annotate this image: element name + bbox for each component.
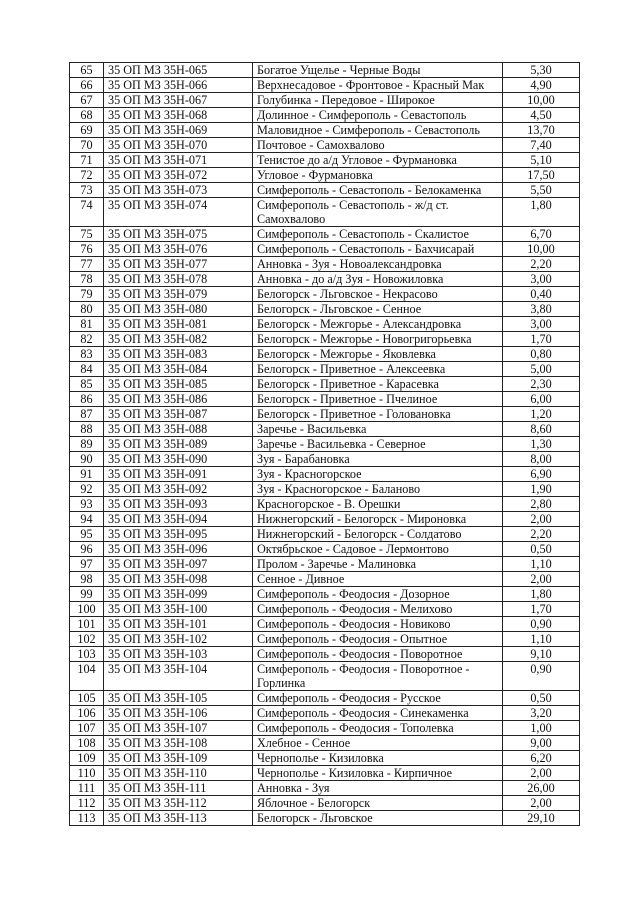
road-code: 35 ОП МЗ 35Н-102 bbox=[104, 632, 253, 647]
road-code: 35 ОП МЗ 35Н-095 bbox=[104, 527, 253, 542]
road-name: Тенистое до а/д Угловое - Фурмановка bbox=[253, 153, 503, 168]
road-name: Симферополь - Феодосия - Русское bbox=[253, 691, 503, 706]
table-row bbox=[70, 257, 580, 272]
row-number: 86 bbox=[70, 392, 104, 407]
road-length: 1,10 bbox=[503, 557, 580, 572]
row-number: 101 bbox=[70, 617, 104, 632]
table-row bbox=[70, 542, 580, 557]
road-name: Чернополье - Кизиловка bbox=[253, 751, 503, 766]
table-row bbox=[70, 751, 580, 766]
row-number: 104 bbox=[70, 662, 104, 691]
table-row bbox=[70, 572, 580, 587]
road-name: Симферополь - Феодосия - Опытное bbox=[253, 632, 503, 647]
road-code: 35 ОП МЗ 35Н-088 bbox=[104, 422, 253, 437]
road-name: Заречье - Васильевка bbox=[253, 422, 503, 437]
road-length: 2,80 bbox=[503, 497, 580, 512]
road-length: 6,90 bbox=[503, 467, 580, 482]
road-name: Симферополь - Севастополь - ж/д ст. Самохвалово bbox=[253, 198, 503, 227]
road-name: Нижнегорский - Белогорск - Солдатово bbox=[253, 527, 503, 542]
road-code: 35 ОП МЗ 35Н-073 bbox=[104, 183, 253, 198]
road-length: 3,00 bbox=[503, 272, 580, 287]
table-row bbox=[70, 242, 580, 257]
road-code: 35 ОП МЗ 35Н-072 bbox=[104, 168, 253, 183]
road-code: 35 ОП МЗ 35Н-087 bbox=[104, 407, 253, 422]
row-number: 69 bbox=[70, 123, 104, 138]
road-name: Голубинка - Передовое - Широкое bbox=[253, 93, 503, 108]
table-body bbox=[70, 63, 580, 826]
row-number: 102 bbox=[70, 632, 104, 647]
road-name: Хлебное - Сенное bbox=[253, 736, 503, 751]
road-code: 35 ОП МЗ 35Н-070 bbox=[104, 138, 253, 153]
road-code: 35 ОП МЗ 35Н-110 bbox=[104, 766, 253, 781]
road-code: 35 ОП МЗ 35Н-111 bbox=[104, 781, 253, 796]
table-row bbox=[70, 796, 580, 811]
road-name: Чернополье - Кизиловка - Кирпичное bbox=[253, 766, 503, 781]
table-row bbox=[70, 497, 580, 512]
road-code: 35 ОП МЗ 35Н-077 bbox=[104, 257, 253, 272]
row-number: 89 bbox=[70, 437, 104, 452]
table-row bbox=[70, 781, 580, 796]
road-name: Симферополь - Севастополь - Скалистое bbox=[253, 227, 503, 242]
table-row bbox=[70, 392, 580, 407]
row-number: 66 bbox=[70, 78, 104, 93]
road-length: 0,90 bbox=[503, 617, 580, 632]
row-number: 78 bbox=[70, 272, 104, 287]
table-row bbox=[70, 302, 580, 317]
road-code: 35 ОП МЗ 35Н-113 bbox=[104, 811, 253, 826]
road-name: Симферополь - Феодосия - Поворотное - Горлинка bbox=[253, 662, 503, 691]
road-code: 35 ОП МЗ 35Н-089 bbox=[104, 437, 253, 452]
row-number: 80 bbox=[70, 302, 104, 317]
road-name: Долинное - Симферополь - Севастополь bbox=[253, 108, 503, 123]
road-length: 1,90 bbox=[503, 482, 580, 497]
table-row bbox=[70, 407, 580, 422]
road-code: 35 ОП МЗ 35Н-079 bbox=[104, 287, 253, 302]
row-number: 83 bbox=[70, 347, 104, 362]
table-row bbox=[70, 437, 580, 452]
road-code: 35 ОП МЗ 35Н-076 bbox=[104, 242, 253, 257]
row-number: 108 bbox=[70, 736, 104, 751]
table-row bbox=[70, 527, 580, 542]
road-name: Белогорск - Льговское - Некрасово bbox=[253, 287, 503, 302]
row-number: 71 bbox=[70, 153, 104, 168]
row-number: 110 bbox=[70, 766, 104, 781]
road-code: 35 ОП МЗ 35Н-094 bbox=[104, 512, 253, 527]
road-code: 35 ОП МЗ 35Н-082 bbox=[104, 332, 253, 347]
table-row bbox=[70, 647, 580, 662]
table-row bbox=[70, 811, 580, 826]
road-code: 35 ОП МЗ 35Н-075 bbox=[104, 227, 253, 242]
row-number: 74 bbox=[70, 198, 104, 227]
table-row bbox=[70, 377, 580, 392]
road-length: 9,00 bbox=[503, 736, 580, 751]
road-code: 35 ОП МЗ 35Н-107 bbox=[104, 721, 253, 736]
row-number: 109 bbox=[70, 751, 104, 766]
row-number: 75 bbox=[70, 227, 104, 242]
road-code: 35 ОП МЗ 35Н-103 bbox=[104, 647, 253, 662]
road-length: 26,00 bbox=[503, 781, 580, 796]
road-length: 1,00 bbox=[503, 721, 580, 736]
road-name: Пролом - Заречье - Малиновка bbox=[253, 557, 503, 572]
road-code: 35 ОП МЗ 35Н-097 bbox=[104, 557, 253, 572]
row-number: 73 bbox=[70, 183, 104, 198]
road-name: Зуя - Барабановка bbox=[253, 452, 503, 467]
road-code: 35 ОП МЗ 35Н-112 bbox=[104, 796, 253, 811]
table-row bbox=[70, 198, 580, 227]
road-length: 3,00 bbox=[503, 317, 580, 332]
table-row bbox=[70, 287, 580, 302]
table-row bbox=[70, 662, 580, 691]
row-number: 96 bbox=[70, 542, 104, 557]
table-row bbox=[70, 63, 580, 78]
road-code: 35 ОП МЗ 35Н-071 bbox=[104, 153, 253, 168]
table-row bbox=[70, 482, 580, 497]
table-row bbox=[70, 317, 580, 332]
table-row bbox=[70, 108, 580, 123]
road-name: Симферополь - Феодосия - Новиково bbox=[253, 617, 503, 632]
road-code: 35 ОП МЗ 35Н-106 bbox=[104, 706, 253, 721]
table-row bbox=[70, 168, 580, 183]
row-number: 113 bbox=[70, 811, 104, 826]
road-length: 6,70 bbox=[503, 227, 580, 242]
road-length: 0,50 bbox=[503, 691, 580, 706]
table-row bbox=[70, 153, 580, 168]
road-name: Белогорск - Межгорье - Новогригорьевка bbox=[253, 332, 503, 347]
table-row bbox=[70, 362, 580, 377]
row-number: 87 bbox=[70, 407, 104, 422]
table-row bbox=[70, 721, 580, 736]
road-length: 13,70 bbox=[503, 123, 580, 138]
road-code: 35 ОП МЗ 35Н-080 bbox=[104, 302, 253, 317]
table-row bbox=[70, 78, 580, 93]
table-row bbox=[70, 587, 580, 602]
row-number: 106 bbox=[70, 706, 104, 721]
road-name: Симферополь - Феодосия - Мелихово bbox=[253, 602, 503, 617]
road-code: 35 ОП МЗ 35Н-069 bbox=[104, 123, 253, 138]
table-row bbox=[70, 123, 580, 138]
road-length: 3,20 bbox=[503, 706, 580, 721]
road-length: 8,00 bbox=[503, 452, 580, 467]
road-name: Маловидное - Симферополь - Севастополь bbox=[253, 123, 503, 138]
table-row bbox=[70, 736, 580, 751]
row-number: 92 bbox=[70, 482, 104, 497]
road-length: 3,80 bbox=[503, 302, 580, 317]
road-length: 2,00 bbox=[503, 796, 580, 811]
row-number: 65 bbox=[70, 63, 104, 78]
row-number: 90 bbox=[70, 452, 104, 467]
road-length: 1,20 bbox=[503, 407, 580, 422]
table-row bbox=[70, 422, 580, 437]
road-name: Белогорск - Приветное - Голованoвка bbox=[253, 407, 503, 422]
road-length: 4,90 bbox=[503, 78, 580, 93]
table-row bbox=[70, 632, 580, 647]
table-row bbox=[70, 691, 580, 706]
road-length: 1,10 bbox=[503, 632, 580, 647]
road-length: 2,30 bbox=[503, 377, 580, 392]
table-row bbox=[70, 617, 580, 632]
row-number: 94 bbox=[70, 512, 104, 527]
road-length: 1,80 bbox=[503, 198, 580, 227]
row-number: 97 bbox=[70, 557, 104, 572]
road-length: 2,00 bbox=[503, 766, 580, 781]
table-row bbox=[70, 347, 580, 362]
road-name: Белогорск - Приветное - Карасевка bbox=[253, 377, 503, 392]
road-length: 9,10 bbox=[503, 647, 580, 662]
road-name: Симферополь - Феодосия - Синекаменка bbox=[253, 706, 503, 721]
row-number: 107 bbox=[70, 721, 104, 736]
row-number: 67 bbox=[70, 93, 104, 108]
road-length: 1,30 bbox=[503, 437, 580, 452]
road-code: 35 ОП МЗ 35Н-085 bbox=[104, 377, 253, 392]
road-code: 35 ОП МЗ 35Н-090 bbox=[104, 452, 253, 467]
road-code: 35 ОП МЗ 35Н-099 bbox=[104, 587, 253, 602]
road-name: Богатое Ущелье - Черные Воды bbox=[253, 63, 503, 78]
table-row bbox=[70, 602, 580, 617]
road-code: 35 ОП МЗ 35Н-065 bbox=[104, 63, 253, 78]
road-code: 35 ОП МЗ 35Н-096 bbox=[104, 542, 253, 557]
road-code: 35 ОП МЗ 35Н-091 bbox=[104, 467, 253, 482]
row-number: 98 bbox=[70, 572, 104, 587]
row-number: 68 bbox=[70, 108, 104, 123]
road-length: 2,20 bbox=[503, 527, 580, 542]
road-name: Зуя - Красногорское - Баланово bbox=[253, 482, 503, 497]
road-length: 8,60 bbox=[503, 422, 580, 437]
road-name: Симферополь - Феодосия - Тополевка bbox=[253, 721, 503, 736]
row-number: 70 bbox=[70, 138, 104, 153]
road-name: Белогорск - Льговское - Сенное bbox=[253, 302, 503, 317]
road-length: 5,00 bbox=[503, 362, 580, 377]
road-name: Белогорск - Приветное - Пчелиное bbox=[253, 392, 503, 407]
road-name: Белогорск - Межгорье - Александровка bbox=[253, 317, 503, 332]
road-code: 35 ОП МЗ 35Н-109 bbox=[104, 751, 253, 766]
road-code: 35 ОП МЗ 35Н-108 bbox=[104, 736, 253, 751]
road-name: Симферополь - Севастополь - Бахчисарай bbox=[253, 242, 503, 257]
road-length: 0,50 bbox=[503, 542, 580, 557]
road-name: Белогорск - Приветное - Алексеевка bbox=[253, 362, 503, 377]
road-length: 6,20 bbox=[503, 751, 580, 766]
road-length: 0,90 bbox=[503, 662, 580, 691]
row-number: 100 bbox=[70, 602, 104, 617]
table-row bbox=[70, 706, 580, 721]
row-number: 84 bbox=[70, 362, 104, 377]
road-name: Анновка - Зуя bbox=[253, 781, 503, 796]
road-code: 35 ОП МЗ 35Н-081 bbox=[104, 317, 253, 332]
road-name: Угловое - Фурмановка bbox=[253, 168, 503, 183]
road-length: 2,00 bbox=[503, 512, 580, 527]
road-length: 4,50 bbox=[503, 108, 580, 123]
row-number: 88 bbox=[70, 422, 104, 437]
row-number: 72 bbox=[70, 168, 104, 183]
road-name: Яблочное - Белогорск bbox=[253, 796, 503, 811]
road-code: 35 ОП МЗ 35Н-074 bbox=[104, 198, 253, 227]
road-name: Заречье - Васильевка - Северное bbox=[253, 437, 503, 452]
road-name: Анновка - Зуя - Новоалександровка bbox=[253, 257, 503, 272]
road-name: Красногорское - В. Орешки bbox=[253, 497, 503, 512]
road-code: 35 ОП МЗ 35Н-105 bbox=[104, 691, 253, 706]
road-length: 10,00 bbox=[503, 93, 580, 108]
road-length: 0,40 bbox=[503, 287, 580, 302]
road-length: 17,50 bbox=[503, 168, 580, 183]
table-row bbox=[70, 93, 580, 108]
row-number: 105 bbox=[70, 691, 104, 706]
road-name: Симферополь - Феодосия - Поворотное bbox=[253, 647, 503, 662]
road-length: 0,80 bbox=[503, 347, 580, 362]
row-number: 112 bbox=[70, 796, 104, 811]
road-length: 2,00 bbox=[503, 572, 580, 587]
table-row bbox=[70, 512, 580, 527]
row-number: 82 bbox=[70, 332, 104, 347]
road-code: 35 ОП МЗ 35Н-068 bbox=[104, 108, 253, 123]
table-row bbox=[70, 557, 580, 572]
road-code: 35 ОП МЗ 35Н-098 bbox=[104, 572, 253, 587]
road-code: 35 ОП МЗ 35Н-104 bbox=[104, 662, 253, 691]
road-length: 29,10 bbox=[503, 811, 580, 826]
row-number: 103 bbox=[70, 647, 104, 662]
road-length: 1,70 bbox=[503, 332, 580, 347]
road-name: Анновка - до а/д Зуя - Новожиловка bbox=[253, 272, 503, 287]
row-number: 76 bbox=[70, 242, 104, 257]
road-code: 35 ОП МЗ 35Н-086 bbox=[104, 392, 253, 407]
road-length: 10,00 bbox=[503, 242, 580, 257]
road-name: Верхнесадовое - Фронтовое - Красный Мак bbox=[253, 78, 503, 93]
row-number: 93 bbox=[70, 497, 104, 512]
road-length: 7,40 bbox=[503, 138, 580, 153]
table-row bbox=[70, 138, 580, 153]
road-code: 35 ОП МЗ 35Н-101 bbox=[104, 617, 253, 632]
row-number: 111 bbox=[70, 781, 104, 796]
road-name: Сенное - Дивное bbox=[253, 572, 503, 587]
road-length: 5,10 bbox=[503, 153, 580, 168]
row-number: 79 bbox=[70, 287, 104, 302]
road-length: 2,20 bbox=[503, 257, 580, 272]
table-row bbox=[70, 452, 580, 467]
row-number: 91 bbox=[70, 467, 104, 482]
road-code: 35 ОП МЗ 35Н-066 bbox=[104, 78, 253, 93]
road-length: 5,30 bbox=[503, 63, 580, 78]
road-name: Почтовое - Самохвалово bbox=[253, 138, 503, 153]
row-number: 95 bbox=[70, 527, 104, 542]
road-length: 1,80 bbox=[503, 587, 580, 602]
road-name: Октябрьское - Садовое - Лермонтово bbox=[253, 542, 503, 557]
table-row bbox=[70, 332, 580, 347]
row-number: 77 bbox=[70, 257, 104, 272]
road-name: Белогорск - Межгорье - Яковлевка bbox=[253, 347, 503, 362]
road-name: Зуя - Красногорское bbox=[253, 467, 503, 482]
road-name: Симферополь - Феодосия - Дозорное bbox=[253, 587, 503, 602]
roads-table bbox=[69, 62, 580, 826]
table-row bbox=[70, 766, 580, 781]
table-row bbox=[70, 183, 580, 198]
road-length: 5,50 bbox=[503, 183, 580, 198]
row-number: 85 bbox=[70, 377, 104, 392]
road-length: 1,70 bbox=[503, 602, 580, 617]
table-row bbox=[70, 227, 580, 242]
road-code: 35 ОП МЗ 35Н-084 bbox=[104, 362, 253, 377]
road-name: Нижнегорский - Белогорск - Мироновка bbox=[253, 512, 503, 527]
row-number: 99 bbox=[70, 587, 104, 602]
road-code: 35 ОП МЗ 35Н-100 bbox=[104, 602, 253, 617]
road-code: 35 ОП МЗ 35Н-092 bbox=[104, 482, 253, 497]
row-number: 81 bbox=[70, 317, 104, 332]
road-length: 6,00 bbox=[503, 392, 580, 407]
table-row bbox=[70, 467, 580, 482]
road-code: 35 ОП МЗ 35Н-067 bbox=[104, 93, 253, 108]
table-row bbox=[70, 272, 580, 287]
road-code: 35 ОП МЗ 35Н-083 bbox=[104, 347, 253, 362]
road-code: 35 ОП МЗ 35Н-093 bbox=[104, 497, 253, 512]
road-name: Белогорск - Льговское bbox=[253, 811, 503, 826]
road-code: 35 ОП МЗ 35Н-078 bbox=[104, 272, 253, 287]
road-name: Симферополь - Севастополь - Белокаменка bbox=[253, 183, 503, 198]
